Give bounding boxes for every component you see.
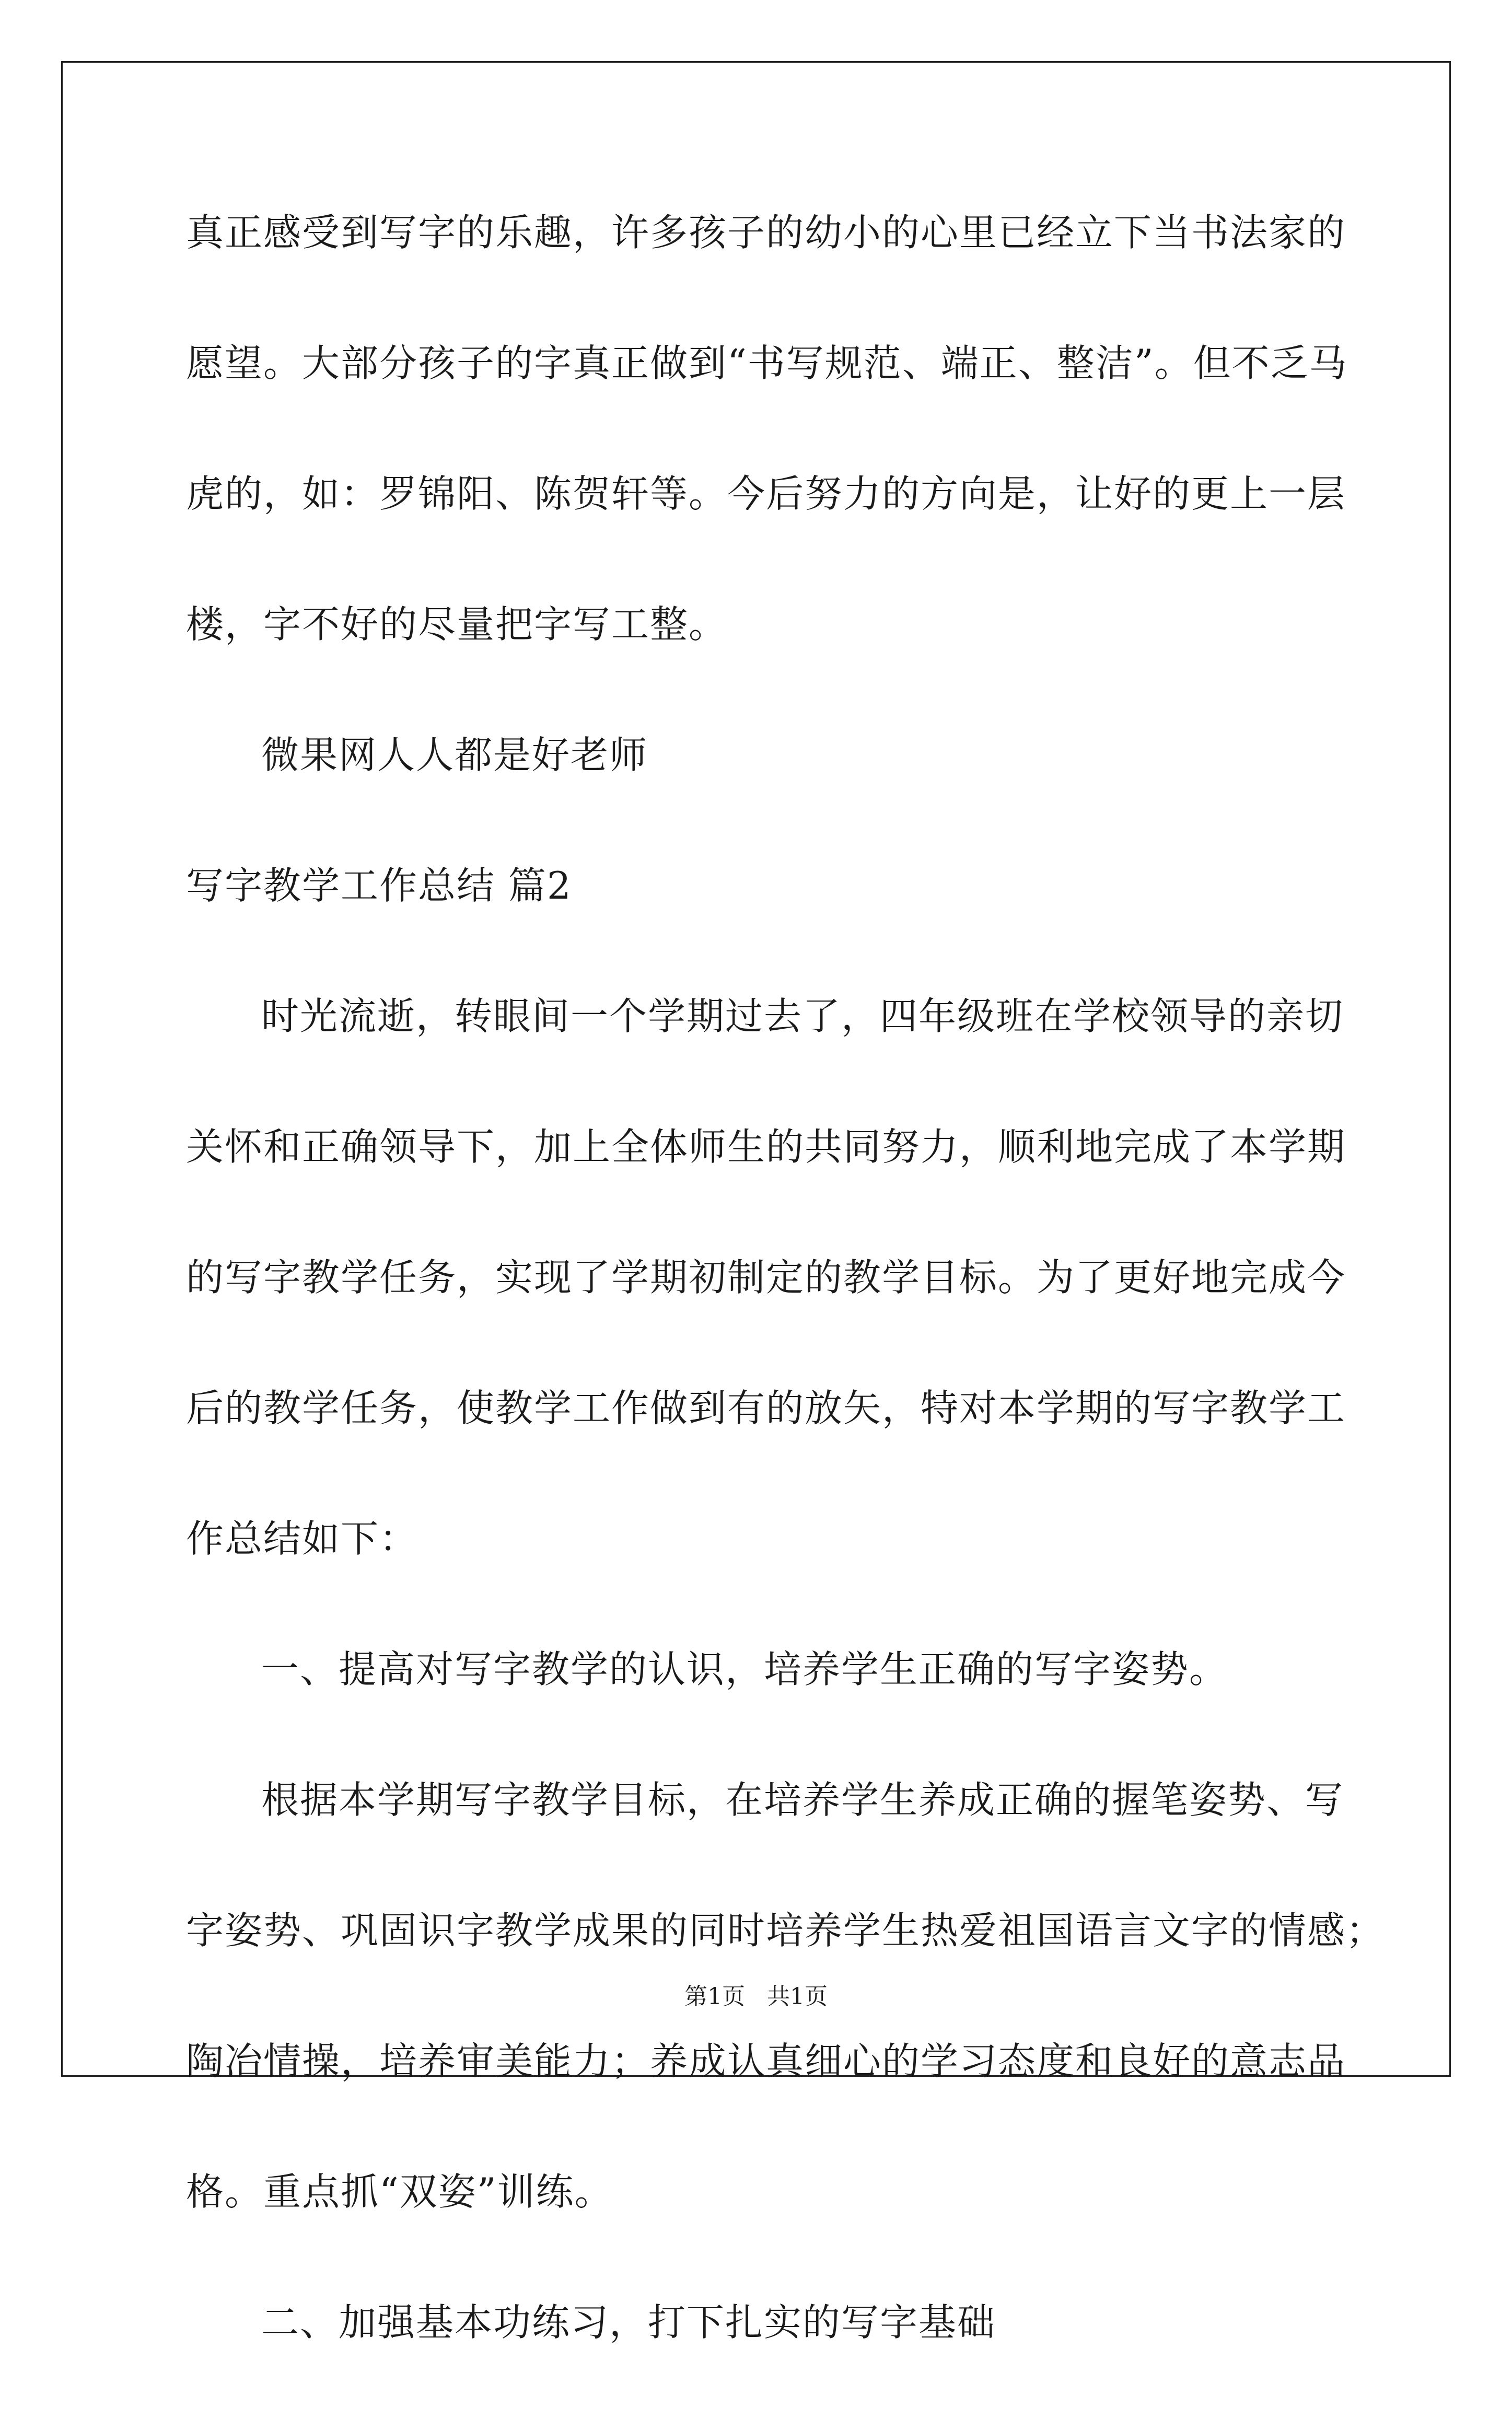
paragraph-line: 格。重点抓“双姿”训练。 (186, 2170, 613, 2214)
paragraph-line: 后的教学任务，使教学工作做到有的放矢，特对本学期的写字教学工 (186, 1386, 1346, 1430)
paragraph-line: 作总结如下： (186, 1517, 418, 1561)
page-number-current: 第1页 (684, 1983, 745, 2010)
paragraph-line: 关怀和正确领导下，加上全体师生的共同努力，顺利地完成了本学期 (186, 1125, 1346, 1169)
paragraph-line: 字姿势、巩固识字教学成果的同时培养学生热爱祖国语言文字的情感； (186, 1909, 1385, 1952)
subheading-line: 一、提高对写字教学的认识，培养学生正确的写字姿势。 (261, 1647, 1228, 1691)
paragraph-line: 的写字教学任务，实现了学期初制定的教学目标。为了更好地完成今 (186, 1255, 1346, 1299)
page-number-total: 共1页 (767, 1983, 828, 2010)
paragraph-line: 微果网人人都是好老师 (261, 733, 648, 777)
paragraph-line: 时光流逝，转眼间一个学期过去了，四年级班在学校领导的亲切 (261, 994, 1344, 1038)
document-body (186, 199, 1385, 2419)
paragraph-line: 根据本学期写字教学目标，在培养学生养成正确的握笔姿势、写 (261, 1778, 1344, 1822)
paragraph-line: 陶冶情操，培养审美能力；养成认真细心的学习态度和良好的意志品 (186, 2039, 1346, 2083)
paragraph-line: 楼，字不好的尽量把字写工整。 (186, 602, 728, 646)
subheading-line: 二、加强基本功练习，打下扎实的写字基础 (261, 2300, 996, 2344)
section-heading: 写字教学工作总结 篇2 (186, 864, 572, 908)
paragraph-line: 真正感受到写字的乐趣，许多孩子的幼小的心里已经立下当书法家的 (186, 211, 1346, 254)
paragraph-line: 愿望。大部分孩子的字真正做到“书写规范、端正、整洁”。但不乏马 (186, 341, 1348, 385)
paragraph-line: 虎的，如：罗锦阳、陈贺轩等。今后努力的方向是，让好的更上一层 (186, 472, 1346, 516)
page-footer (0, 1978, 1512, 2011)
